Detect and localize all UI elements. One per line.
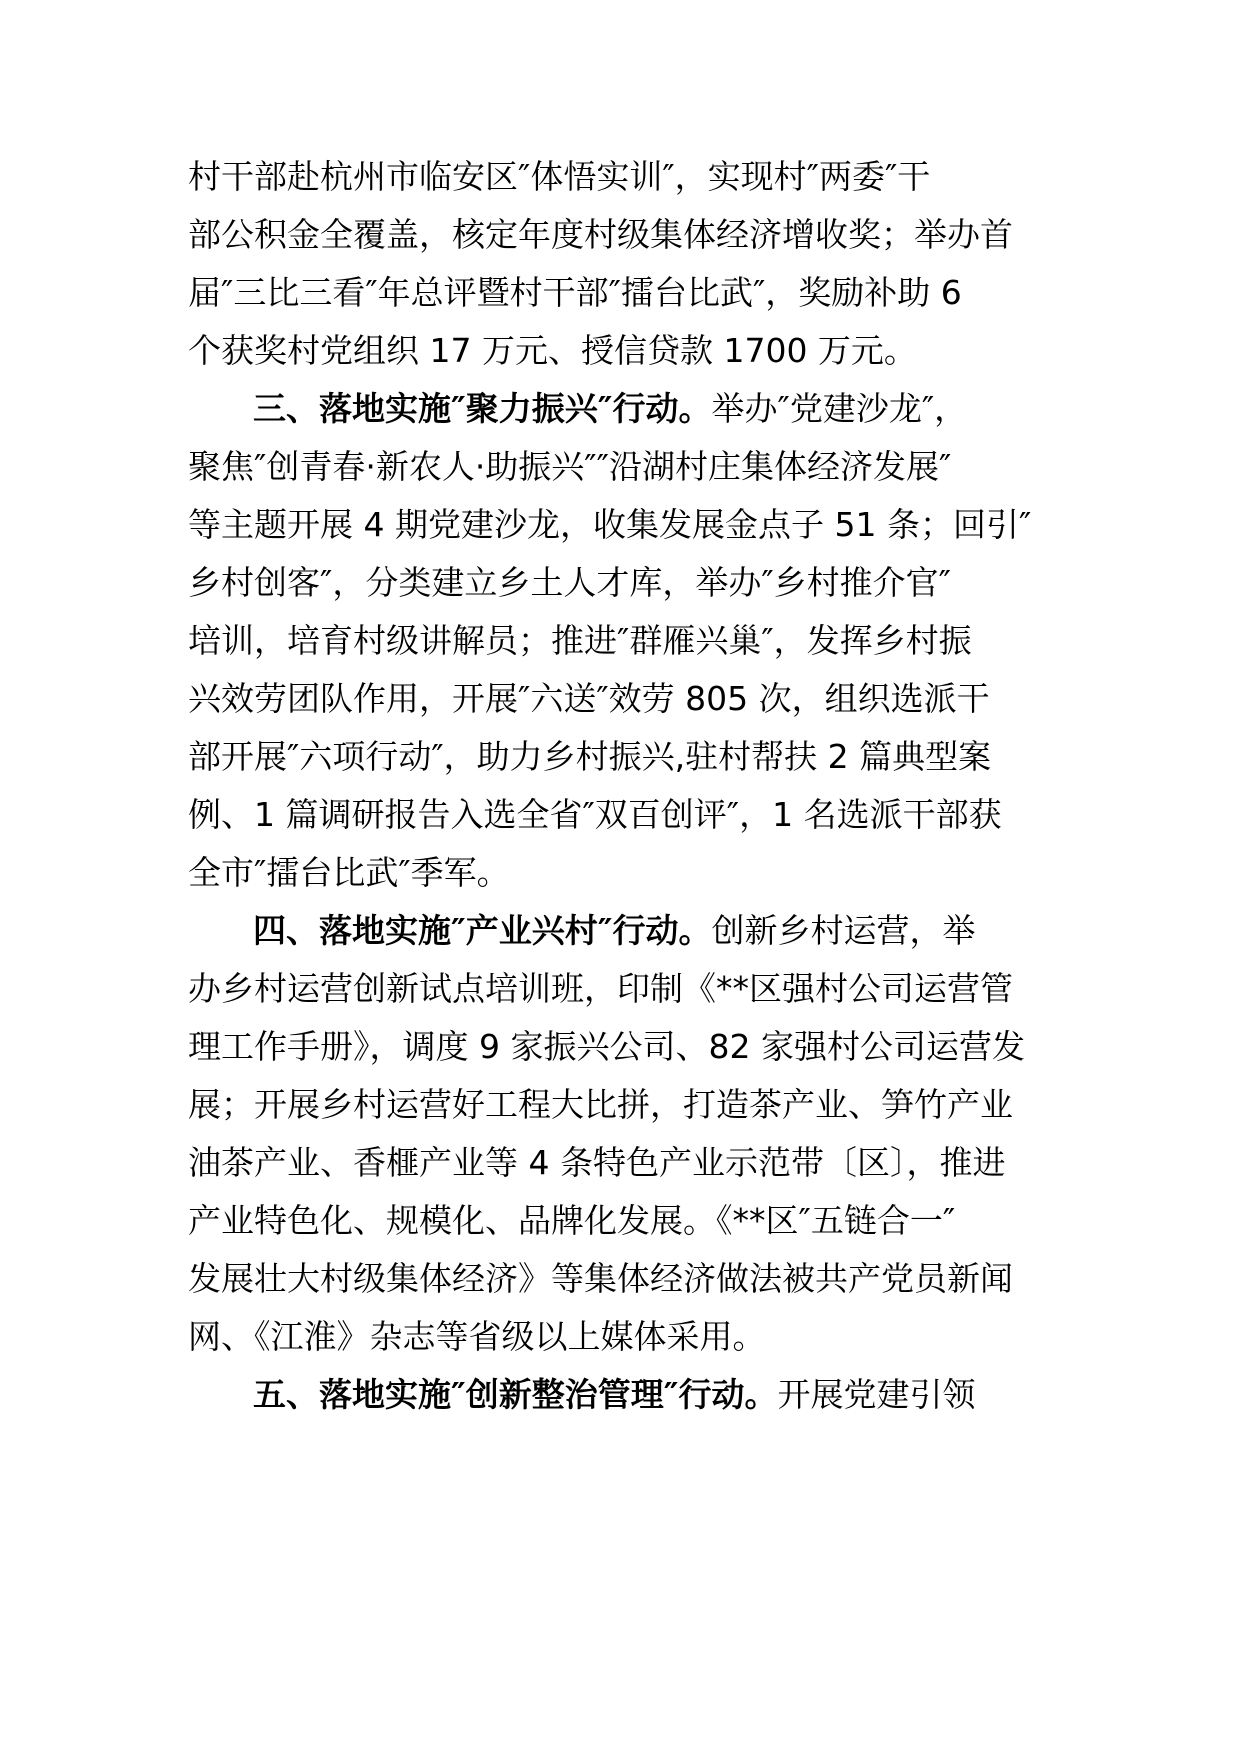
paragraph-line: 全市″擂台比武″季军。: [188, 853, 510, 892]
paragraph-line: 部开展″六项行动″，助力乡村振兴,驻村帮扶 2 篇典型案: [188, 737, 992, 776]
paragraph-line: 产业特色化、规模化、品牌化发展。《**区″五链合一″: [188, 1201, 956, 1240]
paragraph-line: 发展壮大村级集体经济》等集体经济做法被共产党员新闻: [188, 1259, 1013, 1298]
paragraph-line: 等主题开展 4 期党建沙龙，收集发展金点子 51 条；回引″: [188, 505, 1032, 544]
paragraph-line: 办乡村运营创新试点培训班，印制《**区强村公司运营管: [188, 969, 1013, 1008]
section-3-first-line: [253, 387, 1123, 431]
paragraph-line: 乡村创客″，分类建立乡土人才库，举办″乡村推介官″: [188, 563, 951, 602]
paragraph-line: 聚焦″创青春·新农人·助振兴″″沿湖村庄集体经济发展″: [188, 447, 952, 486]
paragraph-line: 展；开展乡村运营好工程大比拼，打造茶产业、笋竹产业: [188, 1085, 1013, 1124]
paragraph-line: 个获奖村党组织 17 万元、授信贷款 1700 万元。: [188, 331, 917, 370]
paragraph-line: 兴效劳团队作用，开展″六送″效劳 805 次，组织选派干: [188, 679, 990, 718]
paragraph-line: 理工作手册》，调度 9 家振兴公司、82 家强村公司运营发: [188, 1027, 1025, 1066]
paragraph-line: 培训，培育村级讲解员；推进″群雁兴巢″，发挥乡村振: [188, 621, 972, 660]
section-3-first-line-text: 举办″党建沙龙″，: [711, 389, 968, 428]
section-5-first-line: [253, 1373, 1123, 1417]
section-3-heading: 三、落地实施″聚力振兴″行动。: [253, 389, 712, 428]
paragraph-line: 村干部赴杭州市临安区″体悟实训″，实现村″两委″干: [188, 157, 931, 196]
section-4-first-line-text: 创新乡村运营，举: [711, 911, 976, 950]
paragraph-line: 油茶产业、香榧产业等 4 条特色产业示范带〔区〕，推进: [188, 1143, 1006, 1182]
paragraph-line: 届″三比三看″年总评暨村干部″擂台比武″，奖励补助 6: [188, 273, 962, 312]
section-5-first-line-text: 开展党建引领: [777, 1375, 976, 1414]
section-4-first-line: [253, 909, 1123, 953]
paragraph-line: 例、1 篇调研报告入选全省″双百创评″，1 名选派干部获: [188, 795, 1002, 834]
paragraph-line: 网、《江淮》杂志等省级以上媒体采用。: [188, 1317, 766, 1356]
section-5-heading: 五、落地实施″创新整治管理″行动。: [253, 1375, 778, 1414]
paragraph-line: 部公积金全覆盖，核定年度村级集体经济增收奖；举办首: [188, 215, 1013, 254]
section-4-heading: 四、落地实施″产业兴村″行动。: [253, 911, 712, 950]
